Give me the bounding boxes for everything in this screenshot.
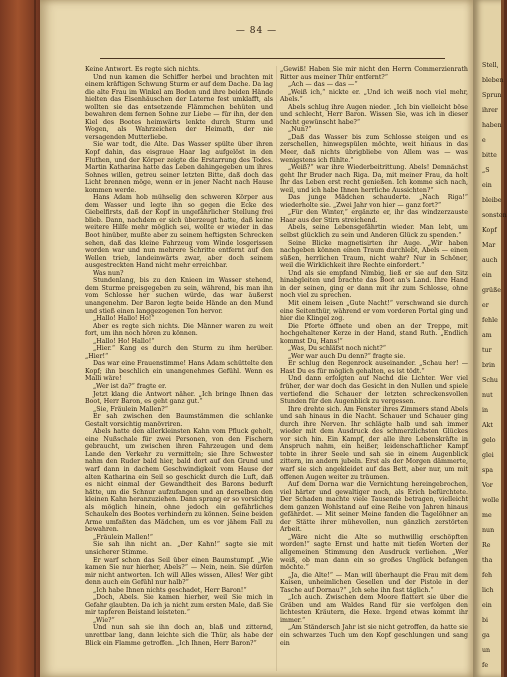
- next-page-word-fragment: Akt: [482, 422, 493, 429]
- paragraph: Abels schlug ihre Augen nieder. „Ich bin vielleicht böse und schlecht, Herr Baron. Wissen Sie, was ich in dieser Nacht gewünscht habe?“: [280, 103, 468, 126]
- page-number: — 84 —: [235, 26, 278, 36]
- next-page-word-fragment: bleben: [482, 77, 504, 84]
- paragraph: „Hier.“ Kang es durch den Sturm zu ihm herüber. „Hier!“: [85, 345, 273, 360]
- paragraph: Er schlug den Regenrock auseinander. „Schau her! — Hast Du es für möglich gehalten, es ist tödt.“: [280, 360, 468, 375]
- paragraph: „Wie?“: [93, 616, 115, 624]
- next-page-word-fragment: ein: [482, 182, 492, 189]
- next-page-word-fragment: ein: [482, 602, 492, 609]
- next-page-word-fragment: grüße: [482, 287, 502, 294]
- next-page-word-fragment: bleibe: [482, 197, 502, 204]
- paragraph: Er warf schon das Seil über einen Baumstumpf. „Wie kamen Sie nur hierher, Abels?“ — Nein, nein. Sie dürfen mir nicht antworten. Ich will Alles wissen, Alles! Wer gibt denn auch ein Gefühl nur halb?“: [85, 556, 273, 587]
- next-page-word-fragment: ga: [482, 632, 490, 639]
- next-page-word-fragment: gelo: [482, 437, 496, 444]
- paragraph: Die Pforte öffnete und oben an der Treppe, mit hochgehaltener Kerze in der Hand, stand Ruth. „Endlich kommst Du, Hans!“: [280, 322, 468, 345]
- paragraph: Und nun sah sie ihn doch an, blaß und zitternd, unrettbar lang, dann leichte sich die Thür, als habe der Blick ein Flamme getroffen. „Ich Ihnen, Herr Baron?“: [85, 624, 273, 647]
- next-page-word-fragment: fehle: [482, 317, 498, 324]
- next-page-word-fragment: Mar: [482, 242, 496, 249]
- paragraph: Stundenlang, bis zu den Knieen im Wasser stehend, dem Sturme preisgegeben zu sein, während, bis man ihn vom Schlosse her suchen würde, das war äußerst unangenehm. Der Baron legte beide Hände an den Mund und stieß einen langgezogenen Ton hervor.: [85, 277, 273, 315]
- paragraph: Das junge Mädchen schauderte. „Nach Riga!“ wiederholte sie. „Zwei Jahr von hier — ganz fort?“: [280, 194, 468, 209]
- paragraph: Ihre drehte sich. Am Fenster ihres Zimmers stand Abels und sah hinaus in die Nacht. Schauer und Schauer ging durch ihre Nerven. Ihr schlägte halb und sah immer wieder mit dem Ausdruck des schmerzlichsten Glückes vor sich hin. Ein Kampf, der alle ihre Lebenskräfte in Anspruch nahm, ein heißer, leidenschaftlicher Kampf tobte in ihrer Seele und sah sie in einem Augenblick zittern, im andern jubeln. Erst als der Morgen dämmerte, warf sie sich angekleidet auf das Bett, aber nur, um mit offenen Augen weiter zu träumen.: [280, 405, 468, 481]
- paragraph: Hans Adam hob mühselig den schweren Körper aus dem Wasser und legte ihn so gegen die Ecke des Giebelfirsts, daß der Kopf in ungefährlicher Stellung frei blieb. Dann, nachdem er sich überzeugt hatte, daß keine weitere Hilfe mehr möglich sei, wollte er wieder in das Boot hinüber, mußte aber zu seinem heftigsten Schrecken sehen, daß das kleine Fahrzeug vom Winde losgerissen worden war und nun mehrere Schritte entfernt auf den Wellen trieb, landeinwärts zwar, aber doch seinem ausgestreckten Hand nicht mehr erreichbar.: [85, 194, 273, 270]
- paragraph: Jetzt klang die Antwort näher. „Ich bringe Ihnen das Boot, Herr Baron, es geht ganz gut.“: [85, 390, 273, 406]
- next-page-word-fragment: er: [482, 302, 489, 309]
- paragraph: Abels hatte den allerkleinsten Kahn vom Pfluck geholt, eine Nußschale für zwei Personen, von den Fischern gebraucht, um zwischen ihren Fahrzeugen und dem Lande den Verkehr zu vermitteln; sie Ihre Schwester nahm den Ruder bald hier, bald dort auf den Grund und warf dann in dachem Geschwindigkeit vom Hause der alten Katharina ein Seil so geschickt durch die Luft, daß es nicht einmal der Gewandtheit des Barons bedurft hätte, um die Schnur aufzufangen und an derselben den kleinen Kahn heranzuziehen. Dann sprang er so vorsichtig als möglich hinein, ohne jedoch ein gefährliches Schaukeln des Bootes verhindern zu können. Seine beiden Arme umfaßten das Mädchen, um es vor jähem Fall zu bewahren.: [85, 428, 273, 534]
- paragraph: „Für den Winter,“ ergänzte er, ihr das windzerzauste Haar aus der Stirn streichend.: [280, 209, 468, 224]
- next-page-word-fragment: e: [482, 137, 486, 144]
- paragraph: „Fräulein Mallen!“: [93, 533, 154, 541]
- next-page-word-fragment: Stell,: [482, 62, 499, 69]
- next-page-word-fragment: sonsten: [482, 212, 507, 219]
- paragraph: „Weiß ich,“ nickte er. „Und ich weiß noch viel mehr, Abels.“: [280, 88, 468, 104]
- paragraph: „Doch, Abels. Sie kamen hierher, weil Sie mich in Gefahr glaubten. Da ich ja nicht zum ersten Male, daß Sie mir tapferen Beistand leisteten.“: [85, 594, 273, 617]
- paragraph: Auf dem Dorna war die Vernichtung hereingebrochen, viel härter und gewaltiger noch, als Erich befürchtete. Der Schaden machte viele Tausende betragen, vielleicht dem ganzen Wohlstand auf eine Reihe von Jahren hinaus gefährdet. — Mit seiner Meine fanden die Tagelöhner an der Stätte ihrer mühevollen, nun gänzlich zerstörten Arbeit.: [280, 481, 468, 534]
- next-page-word-fragment: haben: [482, 122, 502, 129]
- paragraph: „Ich auch. Zwischen dem Moore flattert sie über die Gräben und am Waldes Rand für sie verfolgen den lichtesten Kräutern, die Hexe. Irgend etwas kommt ihr immer.“: [280, 594, 468, 624]
- paragraph: „Hallo! Hallo! Ho!“: [93, 315, 155, 323]
- next-page-word-fragment: nun: [482, 527, 495, 534]
- paragraph: Was nun?: [93, 269, 124, 277]
- next-page-word-fragment: tur: [482, 347, 492, 354]
- paragraph: „Was, Du schläfst noch nicht?“: [288, 345, 386, 353]
- next-page-word-fragment: bitte: [482, 152, 497, 159]
- paragraph: „Daß das Wasser bis zum Schlosse steigen und es zerschellen, hinwegspülen möchte, weit hinaus in das Meer, daß nichts übrigbliebe von Allem was — was wenigstens ich fühlte.“: [280, 133, 468, 164]
- next-page-word-fragment: lich: [482, 587, 494, 594]
- paragraph: „Ach — das — das —“: [288, 81, 358, 89]
- paragraph: Abels, seine Lebensgefährtin wieder. Man lebt, um selbst glücklich zu sein und Anderen Glück zu spenden.“: [280, 224, 468, 240]
- next-page-word-fragment: spa: [482, 467, 494, 474]
- next-page-word-fragment: me: [482, 512, 492, 519]
- column-gutter: [276, 66, 277, 671]
- paragraph: Das war eine Frauenstimme! Hans Adam schüttelte den Kopf; ihn beschlich ein unangenehmes Gefühl. Wenn es Malli wäre!: [85, 360, 273, 383]
- next-page-word-fragment: fe: [482, 662, 489, 669]
- header-rule: [100, 58, 445, 59]
- paragraph: „Ich habe Ihnen nichts geschadet, Herr Baron!“: [93, 586, 247, 594]
- next-page-word-fragment: bi: [482, 617, 489, 624]
- next-page-word-fragment: ein: [482, 272, 492, 279]
- paragraph: Und nun kamen die Schiffer herbei und brachten mit einem kräftigen Schwung Sturm er auf dem Dache. Da lag die alte Frau im Winkel am Boden und ihre beiden Hände hielten das Eisenhäuschen der Laterne fest umklafft, als wollten sie das entsetzende Flämmchen behüten und bewahren dem fernen Sohne zur Liebe — für ihn, der den Kiel des Bootes heimwärts lenkte durch Sturm und Wogen, als Wahrzeichen der Heimath, der nie versagenden Mutterliebe.: [85, 73, 273, 141]
- paragraph: Seine Blicke magnetisirten ihr Auge. „Wir haben nachgeben können einen Traum durchlebt, Abels — einen süßen, herrlichen Traum, nicht wahr? Nur in Schöner, weil die Wirklichkeit ihre Rechte einfordert.“: [280, 239, 468, 270]
- next-page-word-fragment: auch: [482, 257, 498, 264]
- book-page: [40, 0, 473, 677]
- paragraph: Sie sah ihn nicht an. „Der Kahn!“ sagte sie mit unsicherer Stimme.: [85, 541, 273, 556]
- next-page-word-fragment: in: [482, 407, 489, 414]
- next-page-word-fragment: Sprun: [482, 92, 502, 99]
- paragraph: „Wer ist da?“ fragte er.: [93, 382, 167, 390]
- next-page-word-fragment: Vor: [482, 482, 493, 489]
- next-page-word-fragment: feh: [482, 572, 493, 579]
- paragraph: Und dann erfolgten auf Nachd die Lichter. Wer viel früher, der war doch das Gesicht in den Nullen und spiele vertiefend die Schauer der letzten schreckensvollen Stunden für den Augenblick zu vergessen.: [280, 375, 468, 406]
- paragraph: „Am Ständersch Jahr ist sie nicht getroffen, da hatte sie ein schwarzes Tuch um den Kopf geschlungen und sang ein: [280, 624, 468, 647]
- paragraph: „Sie, Fräulein Mallen?“: [93, 405, 168, 413]
- next-page-word-fragment: tha: [482, 557, 493, 564]
- next-page-word-fragment: Schu: [482, 377, 498, 384]
- book-binding: [0, 0, 40, 677]
- next-page-word-fragment: nut: [482, 392, 493, 399]
- next-page-word-fragment: un: [482, 647, 491, 654]
- paragraph: „Nun?“: [288, 126, 312, 134]
- next-page-word-fragment: Re: [482, 542, 491, 549]
- adjacent-page-edge: [473, 0, 507, 677]
- next-page-word-fragment: glei: [482, 452, 494, 459]
- paragraph: „Weiß?“ war ihre Wiederbeitrittung. Abels! Demnächst geht Ihr Bruder nach Riga. Da, mit meiner Frau, da holt Ihr das Leben erst recht genießen. Ich komme sich nach, weil, und ich habe Ihnen herrliche Aussichten?“: [280, 164, 468, 194]
- paragraph: „Gewiß! Haben Sie mir nicht den Herrn Commerzienrath Ritter aus meiner Thür entfernt?“: [280, 66, 468, 81]
- paragraph: Und als sie empfand Nimbig, ließ er sie auf den Sitz hinabgleiten und brachte das Boot an's Land. Ihre Hand in der seinen, ging er dann mit ihr zum Schlosse, ohne noch viel zu sprechen.: [280, 269, 468, 300]
- page-edge: [501, 0, 504, 677]
- paragraph: Er sah zwischen den Baumstämmen die schlanke Gestalt vorsichtig manövriren.: [85, 413, 273, 428]
- text-column-left: [85, 66, 273, 671]
- paragraph: „Hallo! Ho! Hallo!“: [93, 337, 155, 345]
- paragraph: Keine Antwort. Es regte sich nichts.: [85, 66, 201, 73]
- next-page-word-fragment: brin: [482, 362, 496, 369]
- next-page-word-fragment: „S: [482, 167, 490, 174]
- next-page-word-fragment: ihrer: [482, 107, 498, 114]
- next-page-word-fragment: Kopf: [482, 227, 497, 234]
- next-page-word-fragment: wolle: [482, 497, 499, 504]
- page-header: [40, 4, 473, 44]
- paragraph: Sie war todt, die Alte. Das Wasser spülte über ihren Kopf dahin, das eisgraue Haar lag aufgelöst in den Fluthen, und der Körper zeigte die Erstarrung des Todes. Martin Katharina hatte das Leben dahingegeben um ihres Sohnes willen, getreu seiner letzten Bitte, daß doch das Licht brennen möge, wenn er in jener Nacht nach Hause kommen werde.: [85, 141, 273, 194]
- paragraph: „Wer war auch Du denn?“ fragte sie.: [288, 352, 406, 360]
- text-column-right: [280, 66, 468, 671]
- paragraph: Mit einem leisen „Gute Nacht!“ verschwand sie durch eine Seitenthür, während er vom vorderen Portal ging und hier die Klingel zog.: [280, 299, 468, 323]
- paragraph: „Ja, die Alte!“ — Man will überhaupt die Frau mit dem Kaisen, unheimlichen Gesellen und der Pistole in der Tasche auf Dornau?“ „Ich sehe ihn fast täglich.“: [280, 571, 468, 594]
- next-page-word-fragment: am: [482, 332, 492, 339]
- paragraph: Aber es regte sich nichts. Die Männer waren zu weit fort, um ihn noch hören zu können.: [85, 322, 273, 338]
- paragraph: „Wäre nicht die Alte so muthwillig erschöpften worden!“ sagte Ernst und hatte mit tiefen Worten der allgemeinen Stimmung den Ausdruck verliehen. „Wer weiß, ob man dann ein so großes Unglück befangen möchte.“: [280, 533, 468, 572]
